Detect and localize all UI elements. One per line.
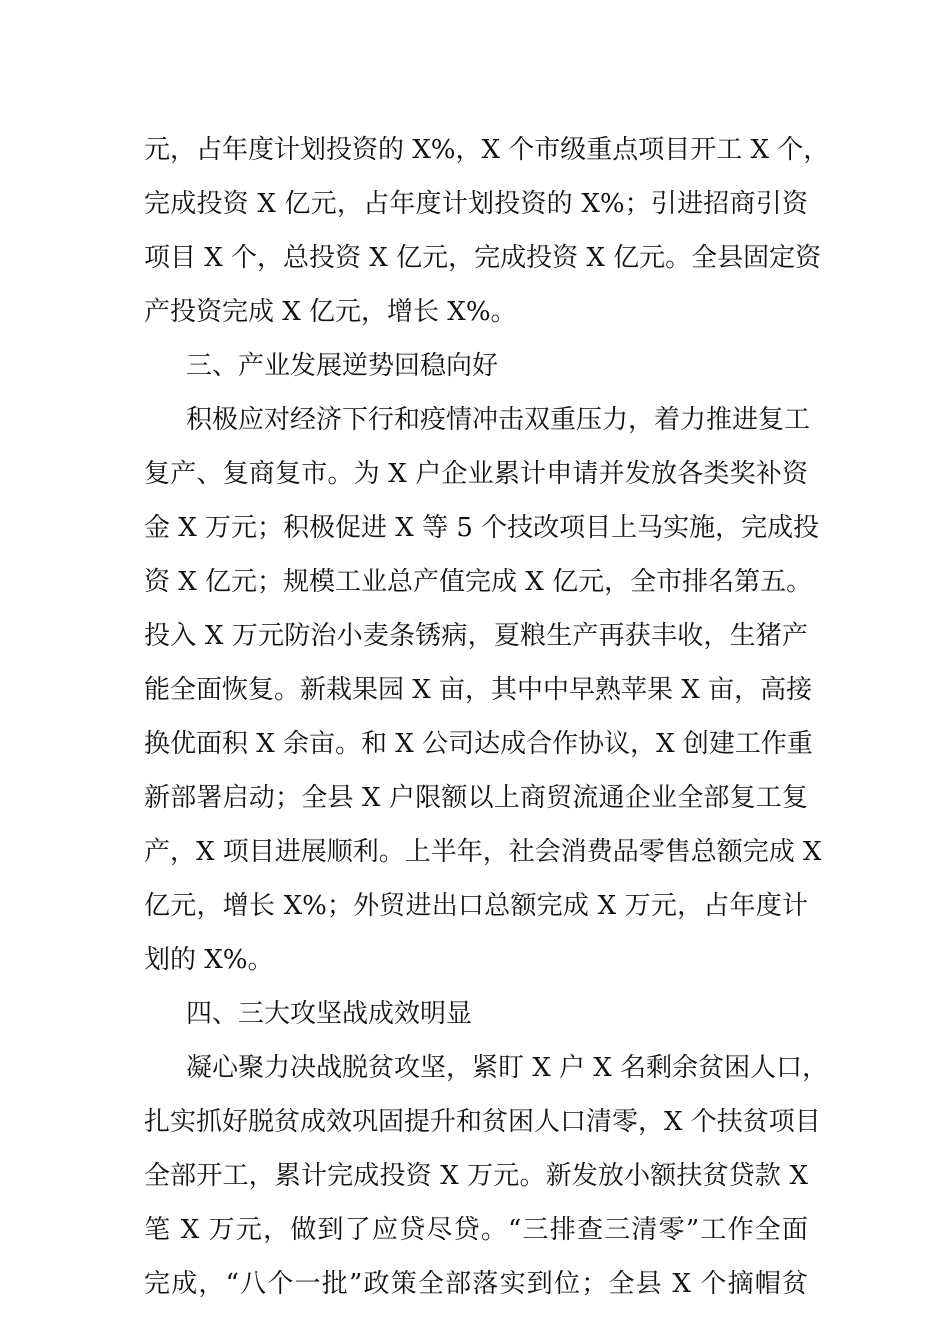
paragraph-line: 积极应对经济下行和疫情冲击双重压力，着力推进复工 <box>186 405 811 435</box>
paragraph-line: 元，占年度计划投资的 X%，X 个市级重点项目开工 X 个， <box>144 135 830 165</box>
paragraph-line: 完成投资 X 亿元，占年度计划投资的 X%；引进招商引资 <box>144 189 808 219</box>
paragraph-line: 金 X 万元；积极促进 X 等 5 个技改项目上马实施，完成投 <box>144 513 820 543</box>
paragraph-line: 能全面恢复。新栽果园 X 亩，其中中早熟苹果 X 亩，高接 <box>144 675 813 705</box>
paragraph-line: 凝心聚力决战脱贫攻坚，紧盯 X 户 X 名剩余贫困人口， <box>186 1053 829 1083</box>
paragraph-line: 亿元，增长 X%；外贸进出口总额完成 X 万元，占年度计 <box>144 891 808 921</box>
paragraph-line: 划的 X%。 <box>144 945 274 975</box>
paragraph-line: 完成，“八个一批”政策全部落实到位；全县 X 个摘帽贫 <box>144 1269 808 1299</box>
document-body <box>144 123 830 1311</box>
paragraph-line: 全部开工，累计完成投资 X 万元。新发放小额扶贫贷款 X <box>144 1161 808 1191</box>
paragraph-line: 产投资完成 X 亿元，增长 X%。 <box>144 297 517 327</box>
paragraph-line: 投入 X 万元防治小麦条锈病，夏粮生产再获丰收，生猪产 <box>144 621 808 651</box>
section-heading-3: 三、产业发展逆势回稳向好 <box>186 351 499 381</box>
paragraph-line: 扎实抓好脱贫成效巩固提升和贫困人口清零，X 个扶贫项目 <box>144 1107 821 1137</box>
paragraph-line: 产，X 项目进展顺利。上半年，社会消费品零售总额完成 X <box>144 837 822 867</box>
paragraph-line: 换优面积 X 余亩。和 X 公司达成合作协议，X 创建工作重 <box>144 729 813 759</box>
section-heading-4: 四、三大攻坚战成效明显 <box>186 999 473 1029</box>
paragraph-line: 项目 X 个，总投资 X 亿元，完成投资 X 亿元。全县固定资 <box>144 243 822 273</box>
paragraph-line: 笔 X 万元，做到了应贷尽贷。“三排查三清零”工作全面 <box>144 1215 808 1245</box>
paragraph-line: 新部署启动；全县 X 户限额以上商贸流通企业全部复工复 <box>144 783 808 813</box>
paragraph-line: 复产、复商复市。为 X 户企业累计申请并发放各类奖补资 <box>144 459 808 489</box>
paragraph-line: 资 X 亿元；规模工业总产值完成 X 亿元，全市排名第五。 <box>144 567 813 597</box>
